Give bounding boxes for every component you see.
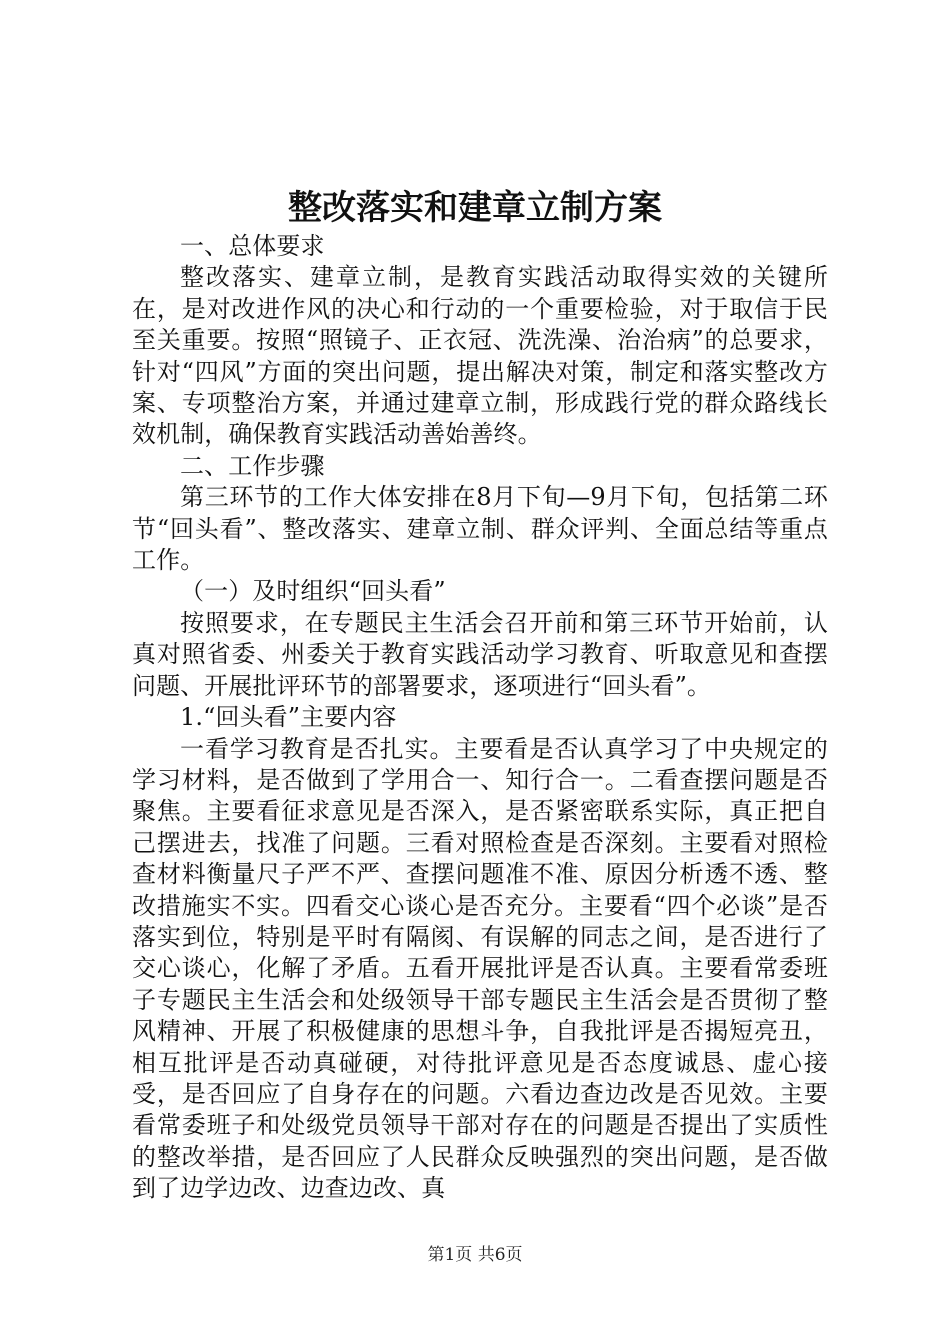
paragraph: 第三环节的工作大体安排在8月下旬—9月下旬，包括第二环节“回头看”、整改落实、建章立制、群众评判、全面总结等重点工作。 [132,483,828,575]
section-heading-work-steps: 二、工作步骤 [180,451,325,480]
section-heading-general-requirements: 一、总体要求 [180,232,325,260]
document-body [132,231,828,1205]
paragraph: 按照要求，在专题民主生活会召开前和第三环节开始前，认真对照省委、州委关于教育实践活动学习教育、听取意见和查摆问题、开展批评环节的部署要求，逐项进行“回头看”。 [132,608,828,700]
paragraph: 整改落实、建章立制，是教育实践活动取得实效的关键所在，是对改进作风的决心和行动的一个重要检验，对于取信于民至关重要。按照“照镜子、正衣冠、洗洗澡、治治病”的总要求，针对“四风”方面的突出问题，提出解决对策，制定和落实整改方案、专项整治方案，并通过建章立制，形成践行党的群众路线长效机制，确保教育实践活动善始善终。 [132,263,828,449]
paragraph: 一看学习教育是否扎实。主要看是否认真学习了中央规定的学习材料，是否做到了学用合一、知行合一。二看查摆问题是否聚焦。主要看征求意见是否深入，是否紧密联系实际，真正把自己摆进去，找准了问题。三看对照检查是否深刻。主要看对照检查材料衡量尺子严不严、查摆问题准不准、原因分析透不透、整改措施实不实。四看交心谈心是否充分。主要看“四个必谈”是否落实到位，特别是平时有隔阂、有误解的同志之间，是否进行了交心谈心，化解了矛盾。五看开展批评是否认真。主要看常委班子专题民主生活会和处级领导干部专题民主生活会是否贯彻了整风精神、开展了积极健康的思想斗争，自我批评是否揭短亮丑，相互批评是否动真碰硬，对待批评意见是否态度诚恳、虚心接受，是否回应了自身存在的问题。六看边查边改是否见效。主要看常委班子和处级党员领导干部对存在的问题是否提出了实质性的整改举措，是否回应了人民群众反映强烈的突出问题，是否做到了边学边改、边查边改、真 [132,734,828,1203]
numbered-heading: 1.“回头看”主要内容 [180,703,397,732]
document-title: 整改落实和建章立制方案 [288,188,662,228]
page-number-footer: 第1页 共6页 [427,1245,523,1265]
subsection-heading: （一）及时组织“回头看” [180,577,446,606]
